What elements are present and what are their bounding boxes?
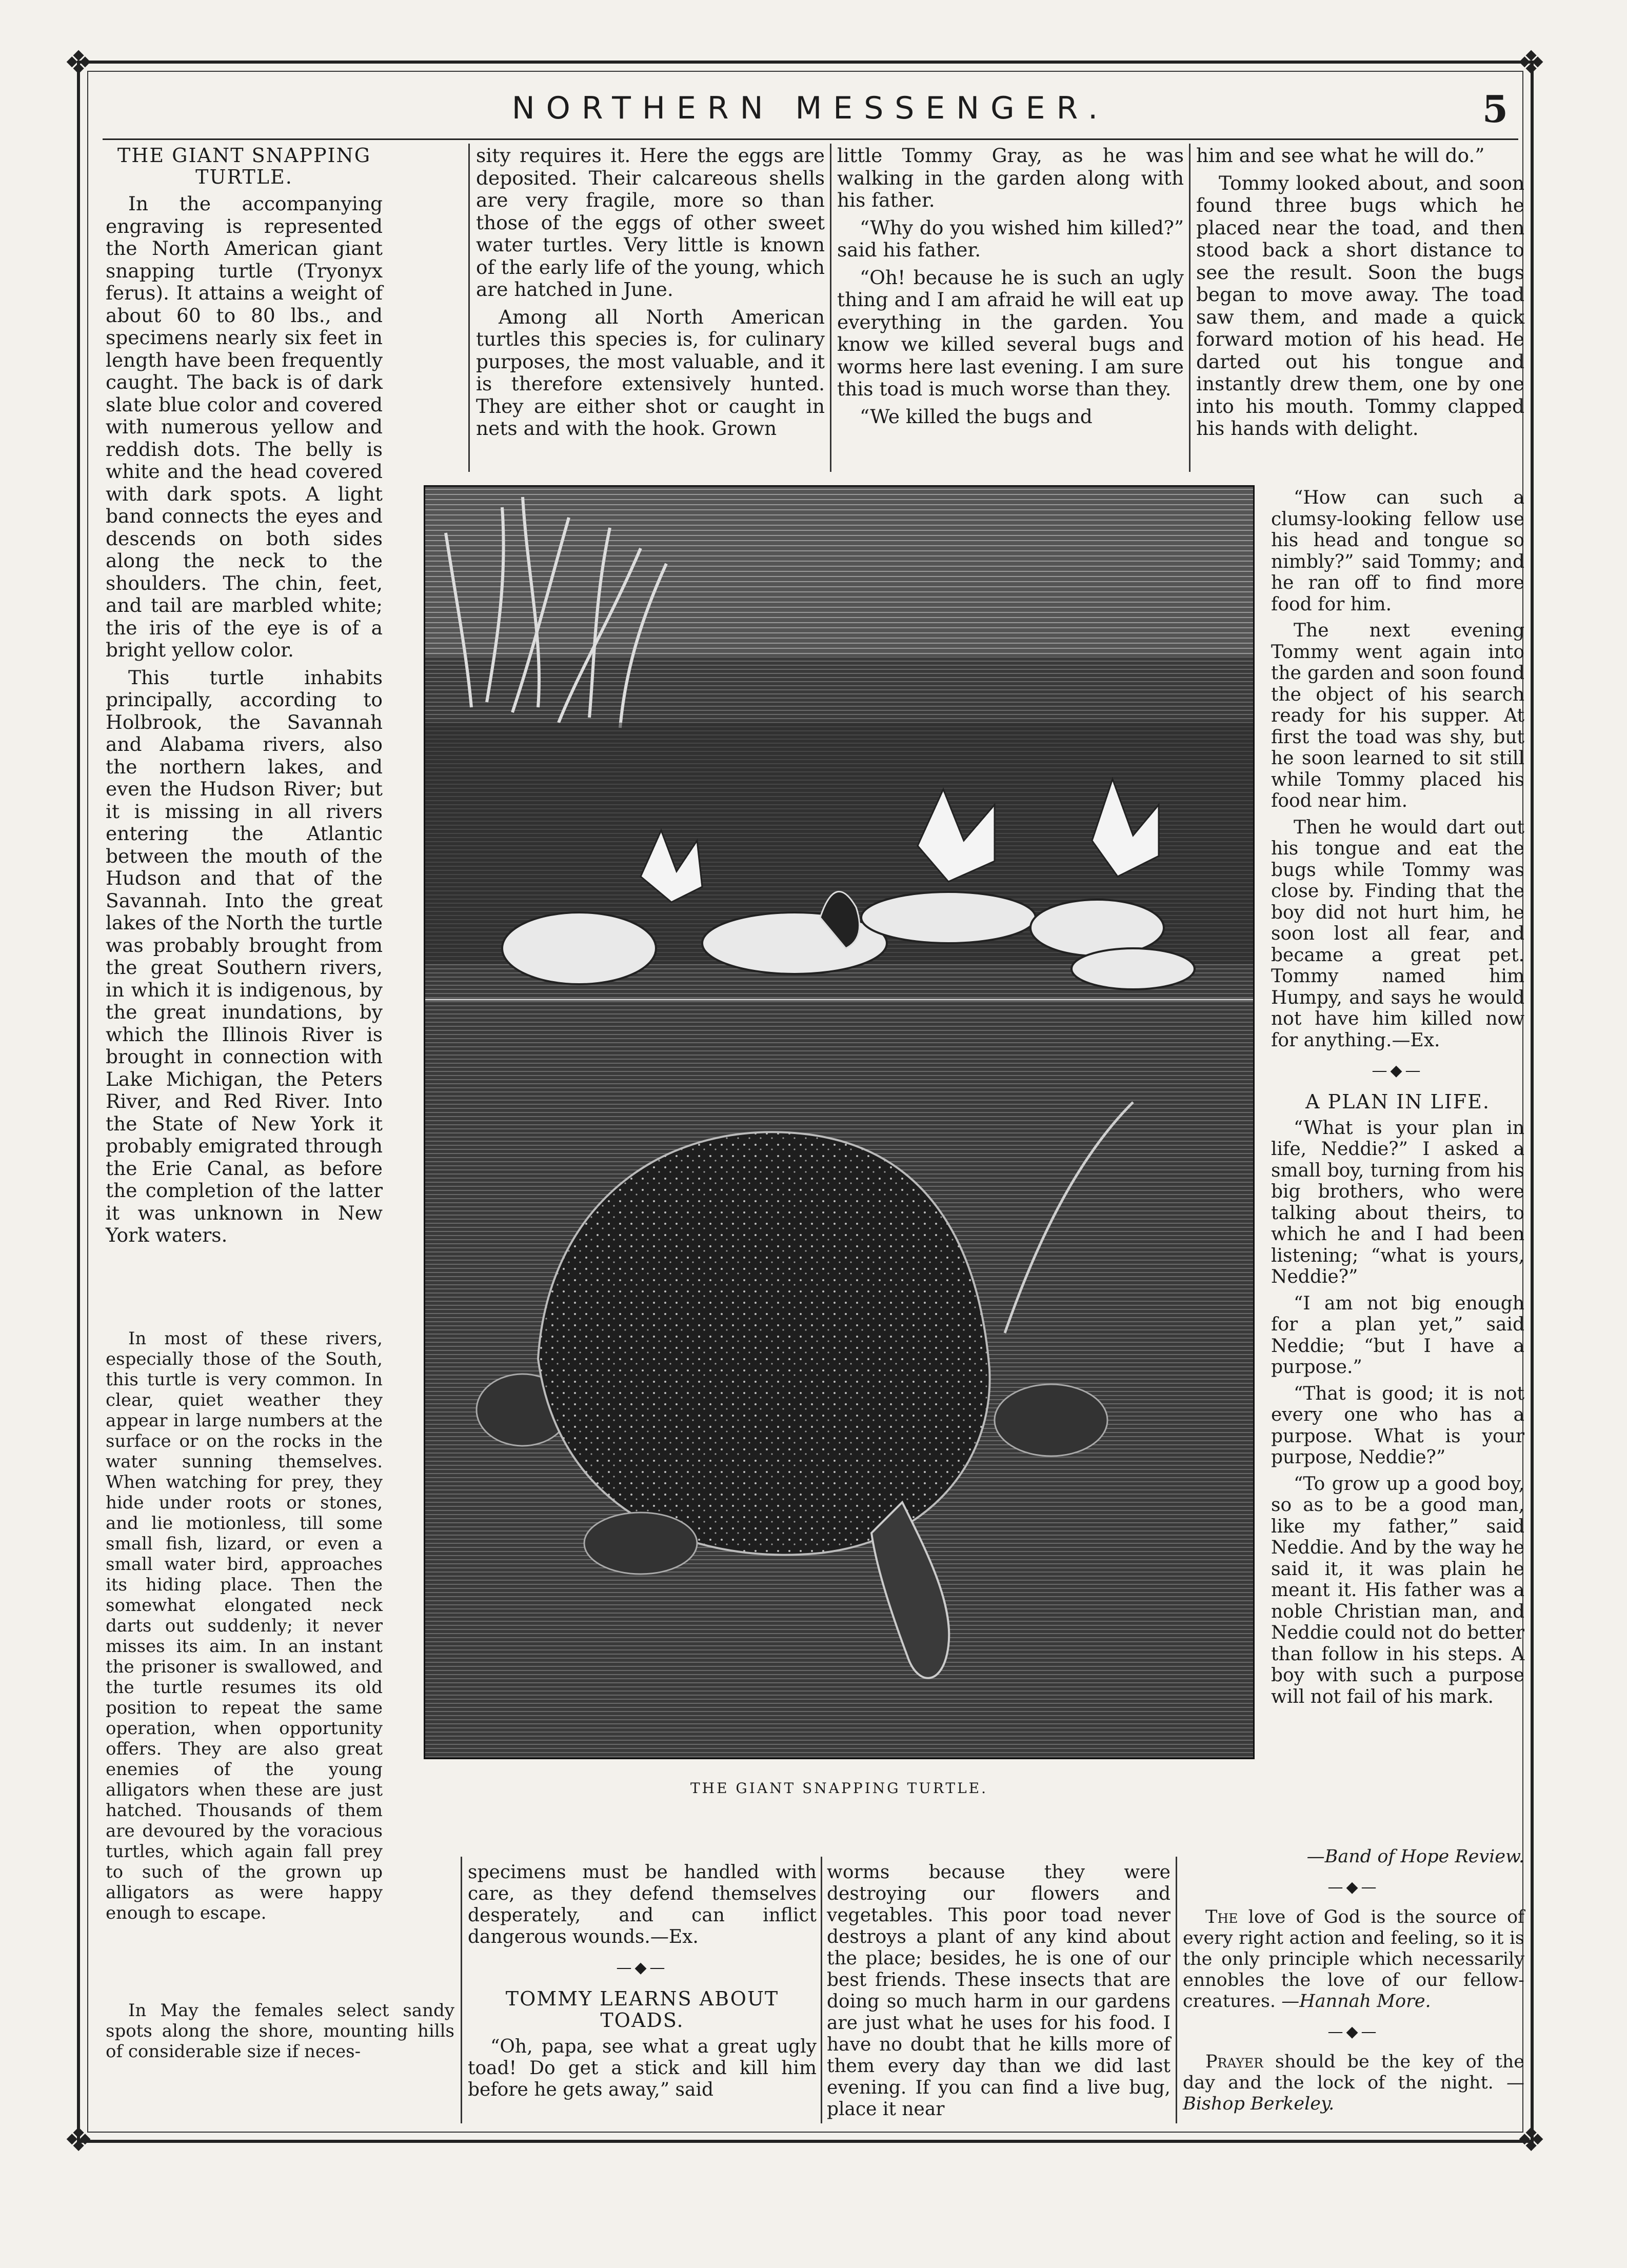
article-paragraph: “That is good; it is not every one who has a purpose. What is your purpose, Neddie?” <box>1271 1383 1524 1468</box>
article-column-2 <box>476 145 825 445</box>
column-rule <box>461 1857 462 2123</box>
ornamental-corner-icon: ❖ <box>64 2121 93 2159</box>
article-paragraph: “Oh! because he is such an ugly thing and I am afraid he will eat up everything in the garden. You know we killed several bugs and worms here last evening. I am sure this toad is much worse than they. <box>837 266 1184 400</box>
article-paragraph: “We killed the bugs and <box>860 405 1093 428</box>
article-paragraph: “What is your plan in life, Neddie?” I asked a small boy, turning from his big brothers, who were talking about theirs, to which he and I had been listening; “what is yours, Neddie?” <box>1271 1117 1524 1287</box>
masthead-title: NORTHERN MESSENGER. <box>511 90 1109 126</box>
masthead-bar <box>103 82 1518 140</box>
article-column-3 <box>837 145 1184 433</box>
article-paragraph: specimens must be handled with care, as they defend themselves desperately, and can inflict dangerous wounds.—Ex. <box>468 1862 817 1947</box>
article-heading: A PLAN IN LIFE. <box>1305 1090 1490 1113</box>
article-paragraph: In May the females select sandy spots along the shore, mounting hills of considerable size if neces- <box>106 2000 454 2062</box>
column-rule <box>468 144 470 472</box>
section-divider: —◆— <box>616 1959 668 1977</box>
article-paragraph: sity requires it. Here the eggs are deposited. Their calcareous shells are very fragile, more so than those of the eggs of other sweet water turtles. Very little is known of the early life of the young, which are hatched in June. <box>476 144 825 301</box>
article-paragraph: The next evening Tommy went again into the garden and soon found the object of his search ready for his supper. At first the toad was shy, but he soon learned to sit still while Tommy placed his food near him. <box>1271 620 1524 811</box>
section-divider: —◆— <box>1327 1878 1380 1896</box>
article-column-3-bottom <box>827 1862 1170 2125</box>
article-column-4 <box>1196 145 1524 445</box>
article-column-4-bottom <box>1183 1846 1524 2120</box>
quote-text: love of God is the source of every right action and feeling, so it is the only principle which necessarily ennobles the love of our fellow-creatures. <box>1183 1907 1524 2012</box>
section-divider: —◆— <box>1327 2023 1380 2041</box>
article-paragraph: “How can such a clumsy-looking fellow use his head and tongue so nimbly?” said Tommy; and he ran off to find more food for him. <box>1271 487 1524 615</box>
engraving-caption: THE GIANT SNAPPING TURTLE. <box>690 1780 988 1797</box>
quote-text: should be the key of the day and the lock of the night. <box>1183 2052 1524 2093</box>
article-column-1-bottom <box>106 2000 454 2067</box>
column-rule <box>830 144 831 472</box>
article-column-4-narrow <box>1271 487 1524 1713</box>
article-paragraph: “I am not big enough for a plan yet,” said Neddie; “but I have a purpose.” <box>1271 1292 1524 1378</box>
article-column-2-bottom <box>468 1862 817 2106</box>
article-paragraph: Then he would dart out his tongue and eat the bugs while Tommy was close by. Finding that the boy did not hurt him, he soon lost all fear, and became a great pet. Tommy named him Humpy, and says he would not have him killed now for anything.—Ex. <box>1271 817 1524 1051</box>
article-paragraph: In most of these rivers, especially those of the South, this turtle is very common. In clear, quiet weather they appear in large numbers at the surface or on the rocks in the water sunning themselves. When watching for prey, they hide under roots or stones, and lie motionless, till some small fish, lizard, or even a small water bird, approaches its hiding place. Then the somewhat elongated neck darts out suddenly; it never misses its aim. In an instant the prisoner is swallowed, and the turtle resumes its old position to repeat the same operation, when opportunity offers. They are also great enemies of the young alligators when these are just hatched. Thousands of them are devoured by the voracious turtles, which again fall prey to such of the grown up alligators as were happy enough to escape. <box>106 1328 383 1923</box>
article-paragraph <box>1183 1907 1524 2012</box>
article-paragraph: Tommy looked about, and soon found three bugs which he placed near the toad, and then stood back a short distance to see the result. Soon the bugs began to move away. The toad saw them, and made a quick forward motion of his head. He darted out his tongue and instantly drew them, one by one into his mouth. Tommy clapped his hands with delight. <box>1196 171 1524 440</box>
page-number: 5 <box>1482 87 1508 131</box>
column-rule <box>1176 1857 1177 2123</box>
article-paragraph: Among all North American turtles this species is, for culinary purposes, the most valuable, and it is therefore extensively hunted. They are either shot or caught in nets and with the hook. Grown <box>476 305 825 440</box>
article-paragraph: “To grow up a good boy, so as to be a good man, like my father,” said Neddie. And by the way he said it, it was plain he meant it. His father was a noble Christian man, and Neddie could not do better than follow in his steps. A boy with such a purpose will not fail of his mark. <box>1271 1473 1524 1707</box>
article-paragraph: little Tommy Gray, as he was walking in the garden along with his father. <box>837 144 1184 211</box>
article-paragraph: “Oh, papa, see what a great ugly toad! Do get a stick and kill him before he gets away,” said <box>468 2036 817 2100</box>
ornamental-corner-icon: ❖ <box>64 44 93 82</box>
lead-word: Prayer <box>1205 2052 1263 2072</box>
article-paragraph: In the accompanying engraving is represented the North American giant snapping turtle (Tryonyx ferus). It attains a weight of about 60 to 80 lbs., and specimens nearly six feet in length have been frequently caught. The back is of dark slate blue color and covered with numerous yellow and reddish dots. The belly is white and the head covered with dark spots. A light band connects the eyes and descends on both sides along the neck to the shoulders. The chin, feet, and tail are marbled white; the iris of the eye is of a bright yellow color. <box>106 192 383 661</box>
article-heading: TOMMY LEARNS ABOUT TOADS. <box>505 1987 779 2032</box>
article-paragraph: worms because they were destroying our flowers and vegetables. This poor toad never destroys a plant of any kind about the place; besides, he is one of our best friends. These insects that are doing so much harm in our gardens are just what he uses for his food. I have no doubt that he kills more of them every day than we did last evening. If you can find a live bug, place it near <box>827 1862 1170 2120</box>
article-paragraph: him and see what he will do.” <box>1196 144 1485 167</box>
article-paragraph: This turtle inhabits principally, according to Holbrook, the Savannah and Alabama rivers, also the northern lakes, and even the Hudson River; but it is missing in all rivers entering the Atlantic between the mouth of the Hudson and that of the Savannah. Into the great lakes of the North the turtle was probably brought from the great Southern rivers, in which it is indigenous, by the great inundations, by which the Illinois River is brought in connection with Lake Michigan, the Peters River, and Red River. Into the State of New York it probably emigrated through the Erie Canal, as before the completion of the latter it was unknown in New York waters. <box>106 666 383 1246</box>
attribution: —Hannah More. <box>1281 1991 1431 2012</box>
lead-word: The <box>1205 1907 1238 1927</box>
article-column-1 <box>106 145 383 1252</box>
section-divider: —◆— <box>1372 1062 1424 1080</box>
column-rule <box>1189 144 1191 472</box>
article-heading: THE GIANT SNAPPING TURTLE. <box>117 144 371 188</box>
article-paragraph: “Why do you wished him killed?” said his father. <box>837 216 1184 261</box>
attribution: —Band of Hope Review. <box>1306 1846 1524 1867</box>
ornamental-corner-icon: ❖ <box>1516 2121 1546 2159</box>
article-column-1-lower <box>106 1328 383 1928</box>
article-paragraph <box>1183 2052 1524 2115</box>
column-rule <box>821 1857 822 2123</box>
attribution: —Bishop Berkeley. <box>1183 2073 1524 2114</box>
ornamental-corner-icon: ❖ <box>1516 44 1546 82</box>
turtle-engraving <box>424 485 1255 1759</box>
